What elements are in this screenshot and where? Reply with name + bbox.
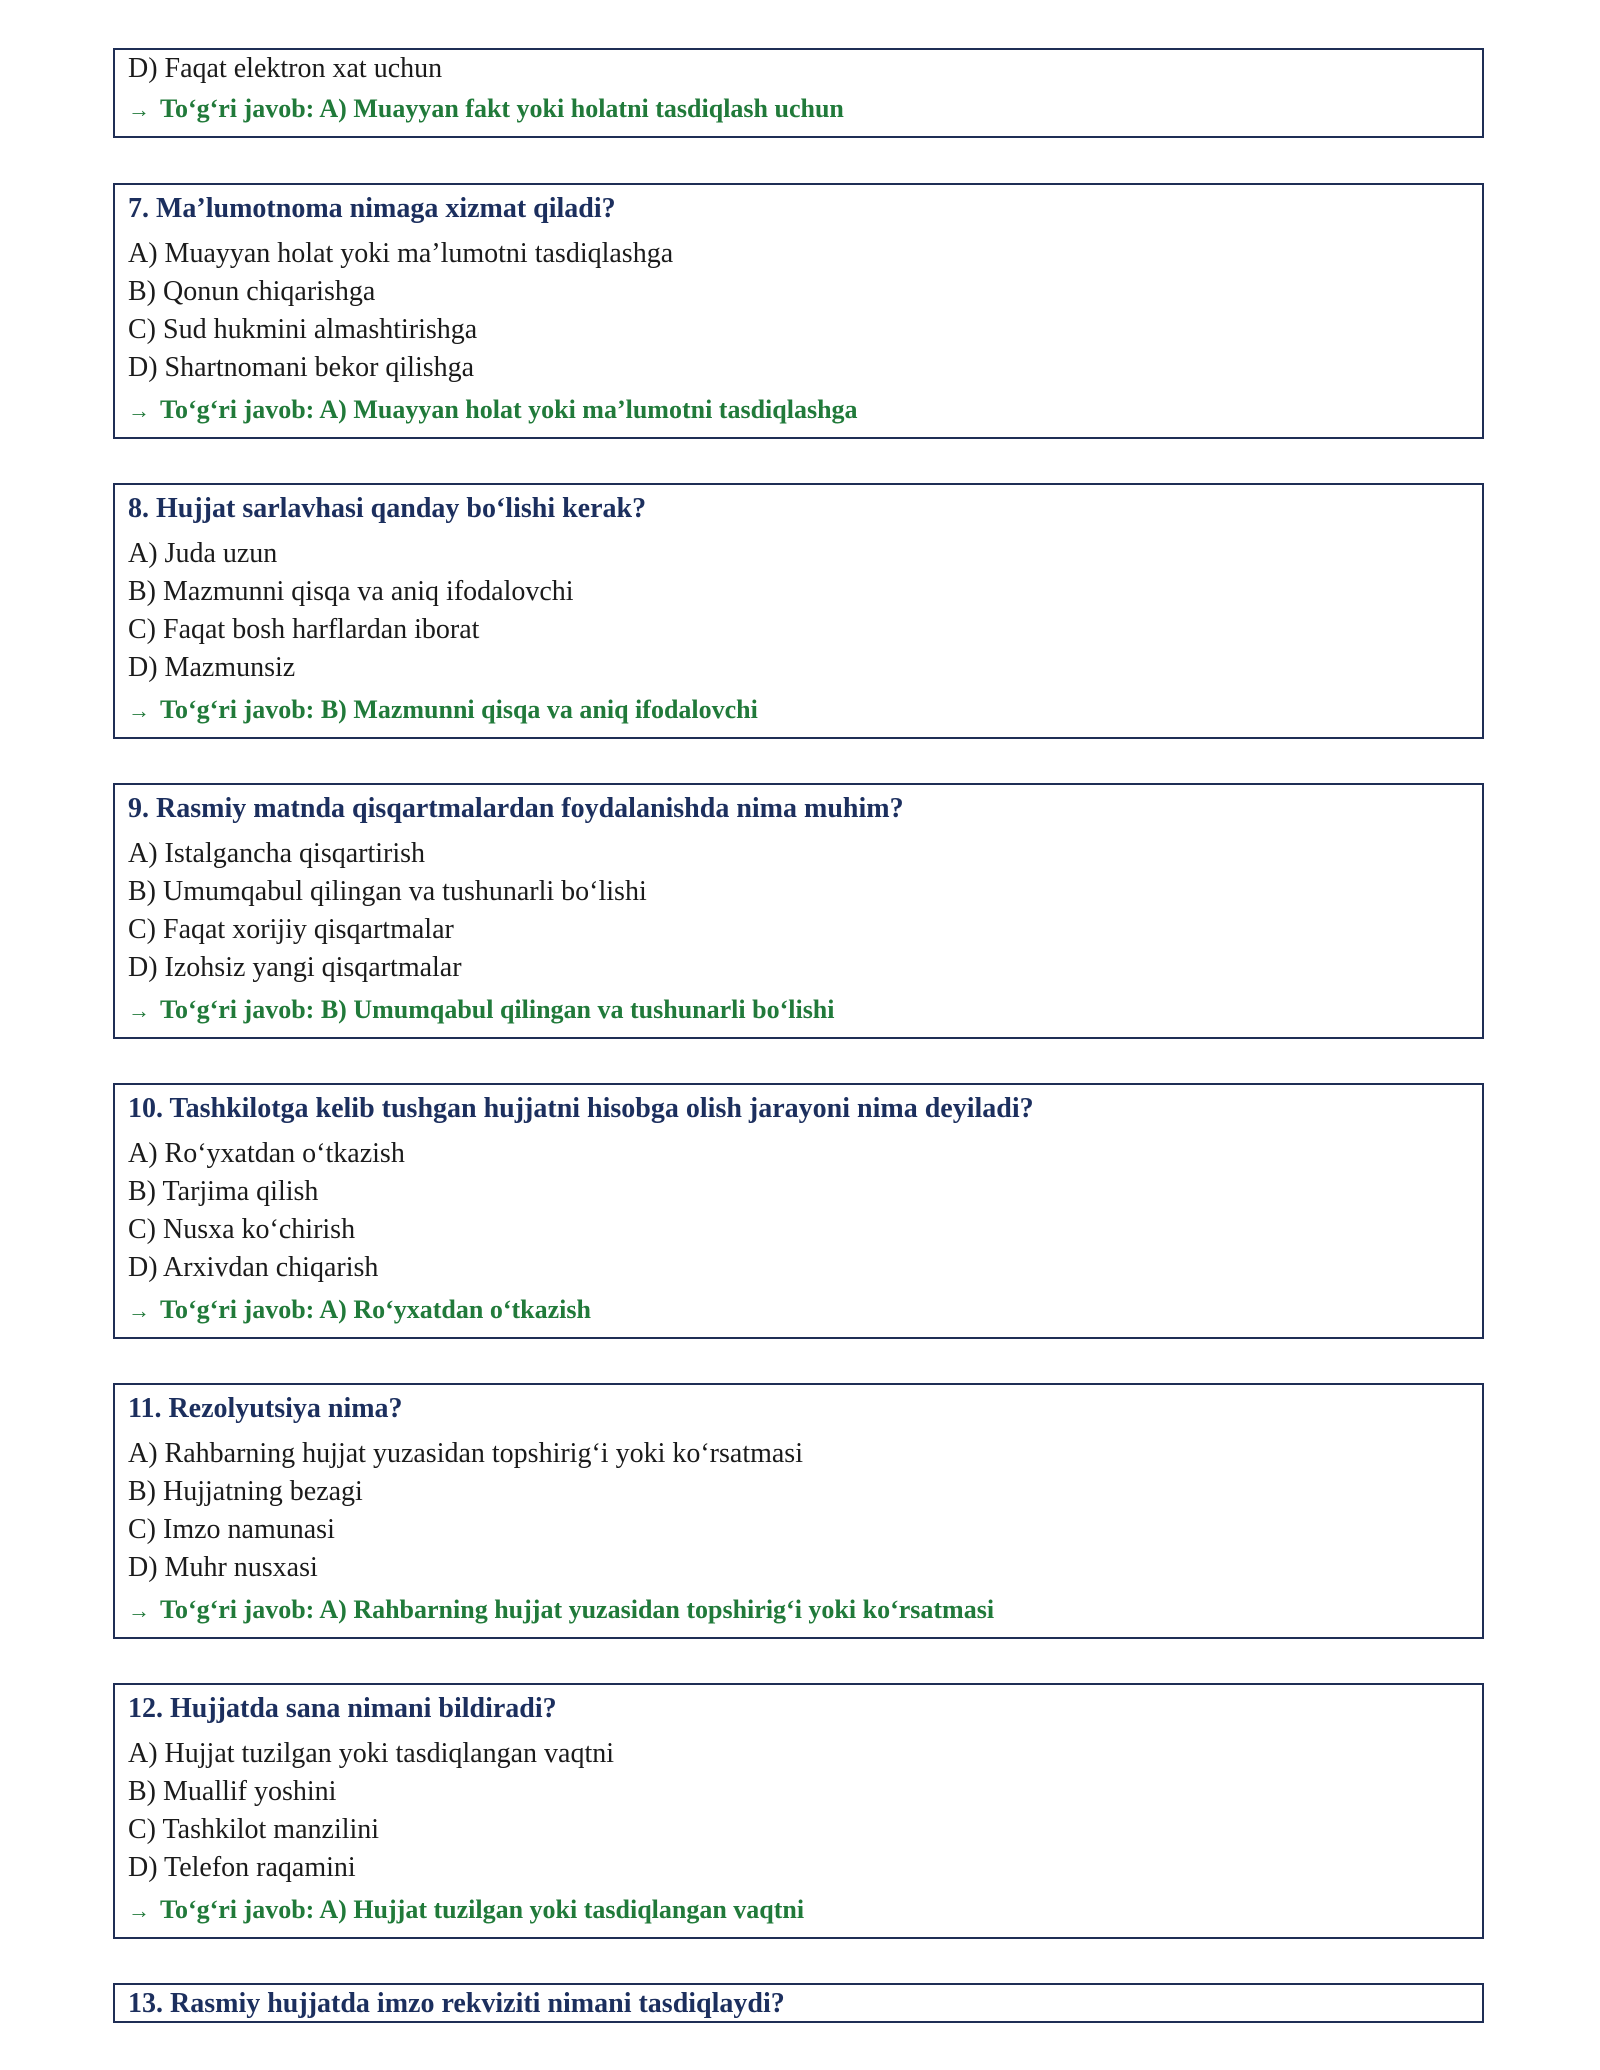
question-card: [113, 783, 1484, 1039]
answer-text: A) Ro‘yxatdan o‘tkazish: [319, 1295, 591, 1324]
correct-answer: [128, 1595, 1469, 1626]
option-a: A) Ro‘yxatdan o‘tkazish: [128, 1138, 405, 1169]
option-d: D) Shartnomani bekor qilishga: [128, 352, 475, 383]
question-title: 13. Rasmiy hujjatda imzo rekviziti nimani tasdiqlaydi?: [128, 1988, 785, 2019]
correct-answer: [128, 995, 1469, 1026]
option-a: A) Juda uzun: [128, 538, 278, 569]
option-b: B) Muallif yoshini: [128, 1776, 337, 1807]
correct-answer: [128, 695, 1469, 726]
option-d: D) Izohsiz yangi qisqartmalar: [128, 952, 462, 983]
correct-answer: [128, 395, 1469, 426]
options-list: [128, 235, 1469, 387]
option-a: A) Muayyan holat yoki ma’lumotni tasdiqlashga: [128, 238, 674, 269]
option-b: B) Tarjima qilish: [128, 1176, 319, 1207]
question-title: 7. Ma’lumotnoma nimaga xizmat qiladi?: [128, 193, 616, 224]
question-card: [113, 1083, 1484, 1339]
answer-text: A) Muayyan fakt yoki holatni tasdiqlash uchun: [319, 94, 844, 123]
answer-prefix: To‘g‘ri javob:: [160, 1595, 315, 1624]
correct-answer: [128, 94, 1469, 125]
answer-prefix: To‘g‘ri javob:: [160, 1295, 315, 1324]
option-c: C) Faqat xorijiy qisqartmalar: [128, 914, 454, 945]
correct-answer: [128, 1295, 1469, 1326]
option-a: A) Istalgancha qisqartirish: [128, 838, 426, 869]
answer-prefix: To‘g‘ri javob:: [160, 1895, 315, 1924]
answer-text: B) Mazmunni qisqa va aniq ifodalovchi: [320, 695, 758, 724]
option-c: C) Tashkilot manzilini: [128, 1814, 380, 1845]
options-list: [128, 1135, 1469, 1287]
question-title: 10. Tashkilotga kelib tushgan hujjatni hisobga olish jarayoni nima deyiladi?: [128, 1093, 1034, 1124]
option-b: B) Hujjatning bezagi: [128, 1476, 363, 1507]
answer-text: B) Umumqabul qilingan va tushunarli bo‘lishi: [320, 995, 835, 1024]
option-b: B) Mazmunni qisqa va aniq ifodalovchi: [128, 576, 574, 607]
arrow-icon: →: [128, 97, 150, 122]
option-a: A) Hujjat tuzilgan yoki tasdiqlangan vaqtni: [128, 1738, 615, 1769]
arrow-icon: →: [128, 998, 150, 1023]
question-card-partial-top: [113, 48, 1484, 138]
question-title: 12. Hujjatda sana nimani bildiradi?: [128, 1693, 557, 1724]
option-d: D) Telefon raqamini: [128, 1852, 356, 1883]
options-list: [128, 1435, 1469, 1587]
correct-answer: [128, 1895, 1469, 1926]
question-title: 9. Rasmiy matnda qisqartmalardan foydalanishda nima muhim?: [128, 793, 904, 824]
option-d: D) Mazmunsiz: [128, 652, 296, 683]
answer-prefix: To‘g‘ri javob:: [160, 94, 315, 123]
option-b: B) Umumqabul qilingan va tushunarli bo‘lishi: [128, 876, 647, 907]
option-c: C) Faqat bosh harflardan iborat: [128, 614, 480, 645]
answer-text: A) Muayyan holat yoki ma’lumotni tasdiqlashga: [319, 395, 858, 424]
option-b: B) Qonun chiqarishga: [128, 276, 376, 307]
answer-prefix: To‘g‘ri javob:: [160, 995, 315, 1024]
option-d: D) Muhr nusxasi: [128, 1552, 318, 1583]
option-c: C) Imzo namunasi: [128, 1514, 335, 1545]
options-list: [128, 535, 1469, 687]
question-card: [113, 183, 1484, 439]
question-card: [113, 483, 1484, 739]
arrow-icon: →: [128, 1298, 150, 1323]
question-title: 8. Hujjat sarlavhasi qanday bo‘lishi kerak?: [128, 493, 647, 524]
answer-text: A) Rahbarning hujjat yuzasidan topshirig‘i yoki ko‘rsatmasi: [319, 1595, 995, 1624]
options-list: [128, 1735, 1469, 1887]
question-card: [113, 1383, 1484, 1639]
answer-prefix: To‘g‘ri javob:: [160, 395, 315, 424]
arrow-icon: →: [128, 1898, 150, 1923]
question-title: 11. Rezolyutsiya nima?: [128, 1393, 403, 1424]
options-list: [128, 835, 1469, 987]
option-c: C) Sud hukmini almashtirishga: [128, 314, 478, 345]
option-c: C) Nusxa ko‘chirish: [128, 1214, 356, 1245]
answer-prefix: To‘g‘ri javob:: [160, 695, 315, 724]
question-card-partial-bottom: [113, 1983, 1484, 2023]
option-d: D) Arxivdan chiqarish: [128, 1252, 379, 1283]
arrow-icon: →: [128, 398, 150, 423]
answer-text: A) Hujjat tuzilgan yoki tasdiqlangan vaqtni: [319, 1895, 805, 1924]
arrow-icon: →: [128, 1598, 150, 1623]
option-d: D) Faqat elektron xat uchun: [128, 53, 443, 84]
question-card: [113, 1683, 1484, 1939]
option-a: A) Rahbarning hujjat yuzasidan topshirig‘i yoki ko‘rsatmasi: [128, 1438, 803, 1469]
arrow-icon: →: [128, 698, 150, 723]
